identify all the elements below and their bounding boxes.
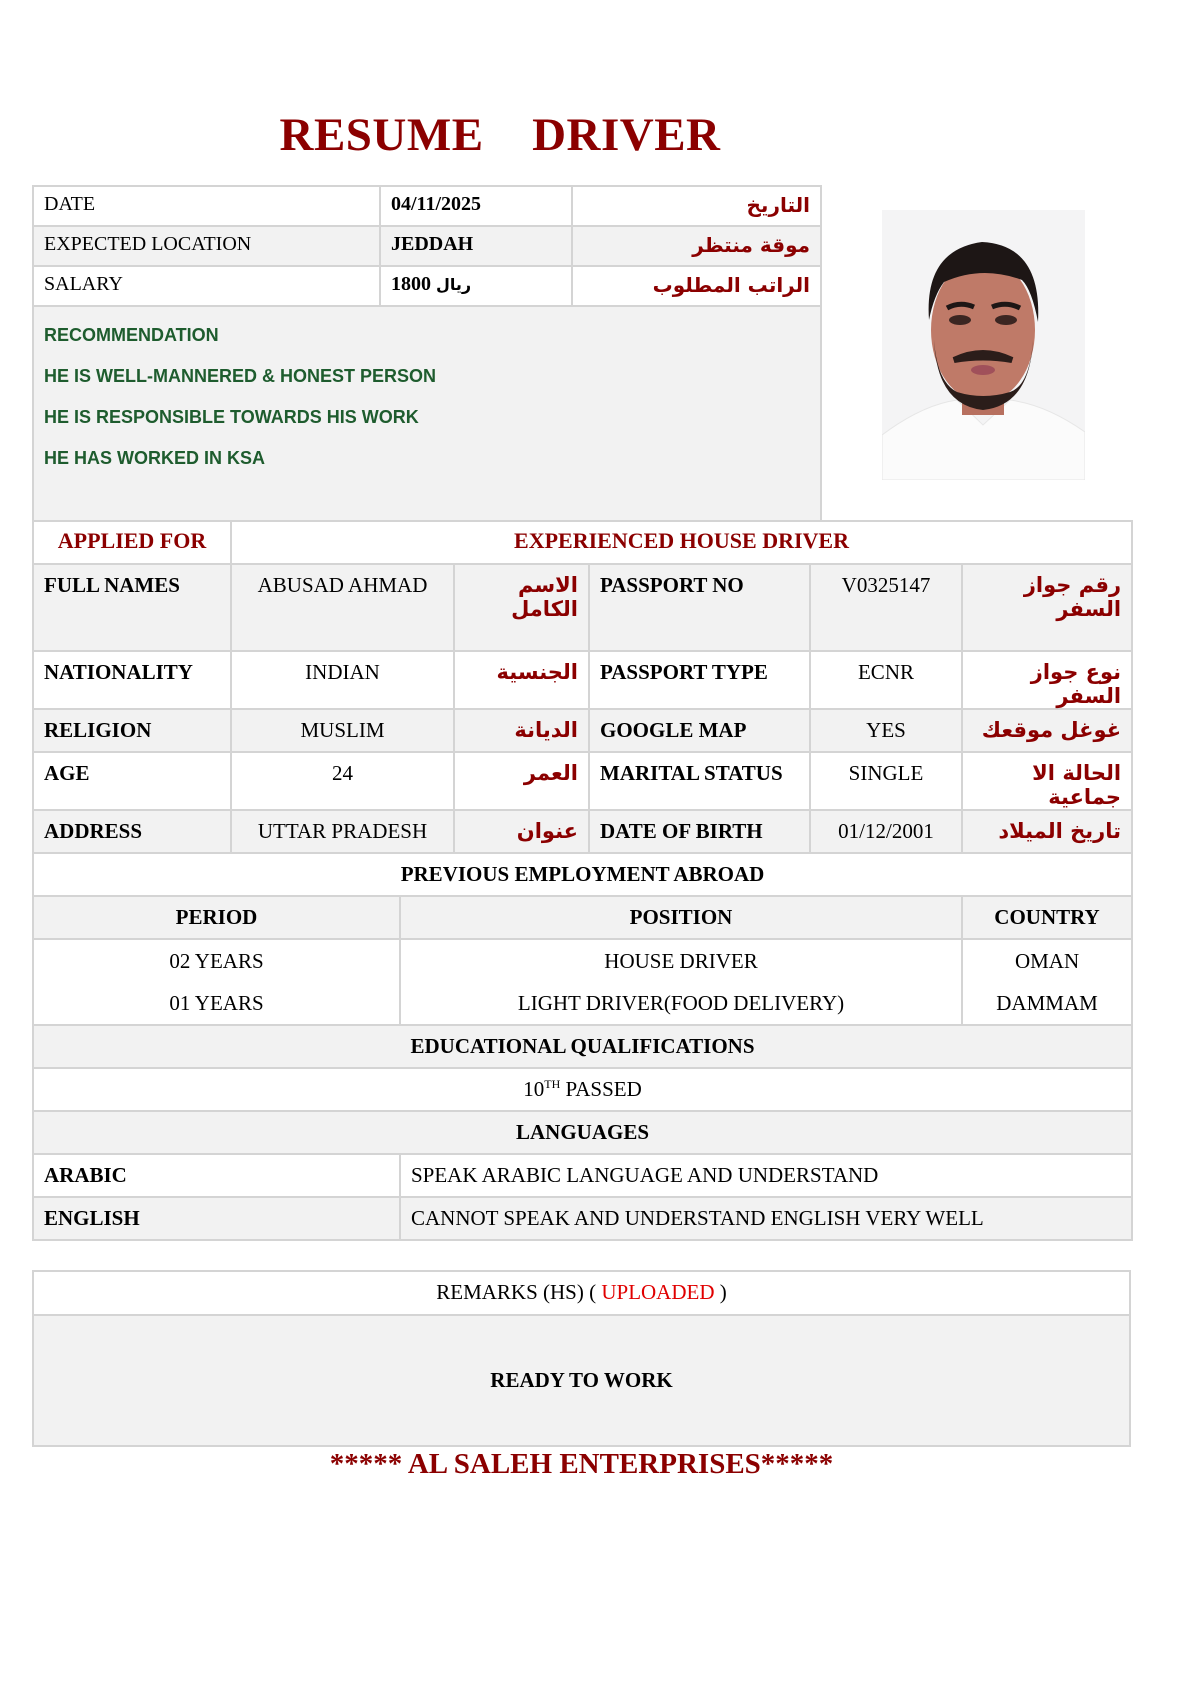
country-column-header: COUNTRY (962, 896, 1132, 939)
expected-location-arabic-label: موقة منتظر (572, 226, 821, 266)
google-map-label: GOOGLE MAP (589, 709, 810, 752)
age-arabic-label: العمر (454, 752, 589, 810)
expected-location-label: EXPECTED LOCATION (33, 226, 380, 266)
religion-value: MUSLIM (231, 709, 454, 752)
education-value-row (33, 1068, 1132, 1111)
language-level: SPEAK ARABIC LANGUAGE AND UNDERSTAND (400, 1154, 1132, 1197)
remarks-label: REMARKS (HS) ( (436, 1280, 602, 1304)
passport-type-arabic-label: نوع جواز السفر (962, 651, 1132, 709)
religion-label: RELIGION (33, 709, 231, 752)
religion-arabic-label: الديانة (454, 709, 589, 752)
age-row (33, 752, 1132, 810)
applied-for-label: APPLIED FOR (33, 521, 231, 564)
remarks-table (32, 1270, 1131, 1447)
person-portrait-icon (882, 210, 1085, 480)
country-value: DAMMAM (996, 991, 1098, 1015)
education-status: PASSED (560, 1077, 642, 1101)
salary-amount: 1800 (391, 273, 431, 295)
marital-status-label: MARITAL STATUS (589, 752, 810, 810)
country-cell (962, 939, 1132, 1025)
remarks-body: READY TO WORK (33, 1315, 1130, 1446)
education-value (33, 1068, 1132, 1111)
date-of-birth-label: DATE OF BIRTH (589, 810, 810, 853)
salary-row (33, 266, 821, 306)
recommendation-heading: RECOMMENDATION (44, 325, 219, 345)
marital-status-arabic-label: الحالة الا جماعية (962, 752, 1132, 810)
salary-arabic-label: الراتب المطلوب (572, 266, 821, 306)
languages-heading: LANGUAGES (33, 1111, 1132, 1154)
language-row (33, 1197, 1132, 1240)
position-cell (400, 939, 962, 1025)
google-map-value: YES (810, 709, 962, 752)
age-value: 24 (231, 752, 454, 810)
date-value: 04/11/2025 (380, 186, 572, 226)
employment-heading-row (33, 853, 1132, 896)
position-column-header: POSITION (400, 896, 962, 939)
education-heading: EDUCATIONAL QUALIFICATIONS (33, 1025, 1132, 1068)
country-value: OMAN (1014, 949, 1080, 973)
employment-data-row (33, 939, 1132, 1025)
expected-location-row (33, 226, 821, 266)
position-value: LIGHT DRIVER(FOOD DELIVERY) (517, 991, 845, 1015)
full-names-row (33, 564, 1132, 651)
recommendation-row (33, 306, 821, 521)
salary-value (380, 266, 572, 306)
nationality-row (33, 651, 1132, 709)
passport-type-label: PASSPORT TYPE (589, 651, 810, 709)
date-of-birth-value: 01/12/2001 (810, 810, 962, 853)
address-value: UTTAR PRADESH (231, 810, 454, 853)
employment-heading: PREVIOUS EMPLOYMENT ABROAD (33, 853, 1132, 896)
date-of-birth-arabic-label: تاريخ الميلاد (962, 810, 1132, 853)
date-arabic-label: التاريخ (572, 186, 821, 226)
passport-no-label: PASSPORT NO (589, 564, 810, 651)
google-map-arabic-label: غوغل موقعك (962, 709, 1132, 752)
remarks-label-suffix: ) (714, 1280, 727, 1304)
language-level: CANNOT SPEAK AND UNDERSTAND ENGLISH VERY WELL (400, 1197, 1132, 1240)
expected-location-value: JEDDAH (380, 226, 572, 266)
company-footer: ***** AL SALEH ENTERPRISES***** (329, 1448, 834, 1480)
salary-label: SALARY (33, 266, 380, 306)
language-row (33, 1154, 1132, 1197)
top-info-table (32, 185, 822, 522)
language-name: ENGLISH (33, 1197, 400, 1240)
remarks-status: UPLOADED (601, 1280, 715, 1304)
period-column-header: PERIOD (33, 896, 400, 939)
remarks-header-row (33, 1271, 1130, 1315)
nationality-label: NATIONALITY (33, 651, 231, 709)
nationality-arabic-label: الجنسية (454, 651, 589, 709)
passport-no-value: V0325147 (810, 564, 962, 651)
address-label: ADDRESS (33, 810, 231, 853)
recommendation-line: HE IS RESPONSIBLE TOWARDS HIS WORK (44, 407, 419, 427)
languages-heading-row (33, 1111, 1132, 1154)
education-heading-row (33, 1025, 1132, 1068)
applied-for-row (33, 521, 1132, 564)
personal-details-table (32, 520, 1133, 1241)
address-arabic-label: عنوان (454, 810, 589, 853)
full-names-label: FULL NAMES (33, 564, 231, 651)
date-label: DATE (33, 186, 380, 226)
language-name: ARABIC (33, 1154, 400, 1197)
remarks-body-row (33, 1315, 1130, 1446)
date-row (33, 186, 821, 226)
marital-status-value: SINGLE (810, 752, 962, 810)
salary-currency: ريال (436, 275, 472, 294)
recommendation-cell (33, 306, 821, 521)
period-value: 01 YEARS (169, 991, 264, 1015)
period-cell (33, 939, 400, 1025)
period-value: 02 YEARS (169, 949, 264, 973)
address-row (33, 810, 1132, 853)
document-title: RESUME DRIVER (279, 109, 721, 161)
employment-columns-row (33, 896, 1132, 939)
passport-type-value: ECNR (810, 651, 962, 709)
passport-no-arabic-label: رقم جواز السفر (962, 564, 1132, 651)
recommendation-line: HE HAS WORKED IN KSA (44, 448, 266, 468)
applied-for-value: EXPERIENCED HOUSE DRIVER (231, 521, 1132, 564)
age-label: AGE (33, 752, 231, 810)
recommendation-line: HE IS WELL-MANNERED & HONEST PERSON (44, 366, 437, 386)
nationality-value: INDIAN (231, 651, 454, 709)
remarks-header (33, 1271, 1130, 1315)
position-value: HOUSE DRIVER (604, 949, 758, 973)
full-names-arabic-label: الاسم الكامل (454, 564, 589, 651)
religion-row (33, 709, 1132, 752)
applicant-photo (882, 210, 1085, 480)
full-names-value: ABUSAD AHMAD (231, 564, 454, 651)
education-grade: 10 (523, 1077, 545, 1101)
education-grade-suffix: TH (544, 1077, 561, 1091)
